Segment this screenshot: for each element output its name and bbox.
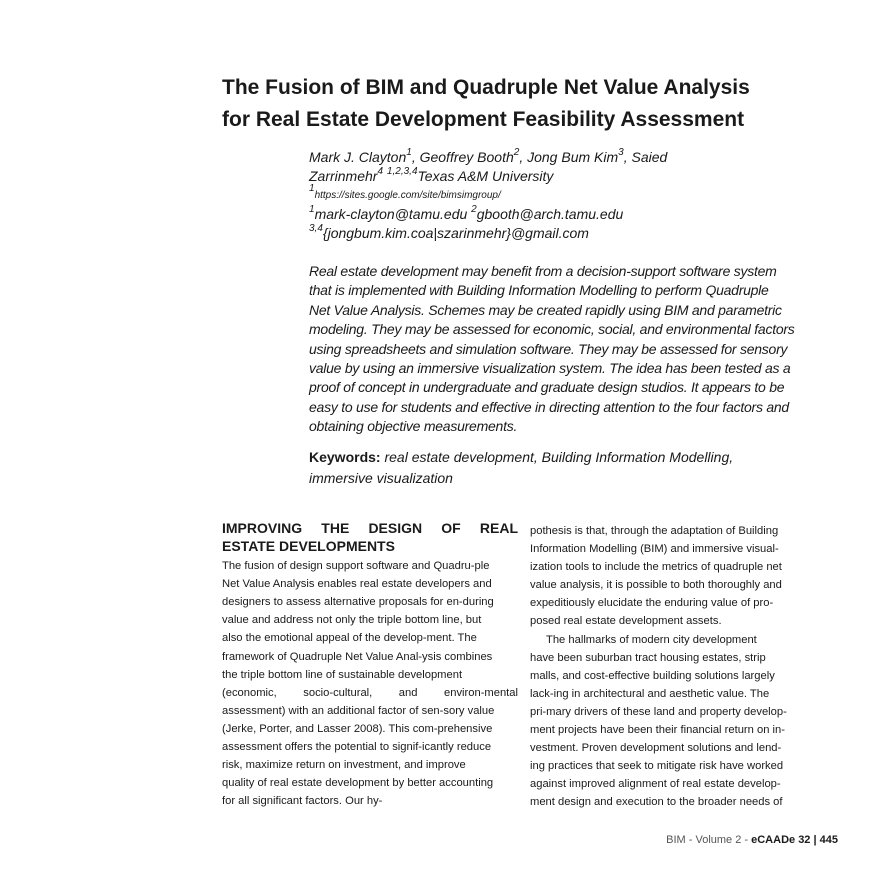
title-line-1: The Fusion of BIM and Quadruple Net Value Analysis (222, 76, 750, 99)
author-sup-1: 1 (406, 147, 412, 158)
body-line: pothesis is that, through the adaptation of Building (530, 525, 779, 537)
abstract-line: that is implemented with Building Information Modelling to perform Quadruple (309, 282, 769, 299)
abstract-line: using spreadsheets and simulation software. They may be assessed for sensory (309, 340, 788, 357)
section-heading-line-2: ESTATE DEVELOPMENTS (222, 538, 395, 555)
body-line: ment design and execution to the broader needs of (530, 796, 783, 809)
abstract-line: Net Value Analysis. Schemes may be created rapidly using BIM and parametric (309, 301, 782, 318)
author-line-2 (309, 167, 829, 186)
author-block (309, 148, 829, 243)
email1-sup: 1 (309, 204, 315, 215)
body-line: (Jerke, Porter, and Lasser 2008). This com-prehensive (222, 722, 493, 735)
body-line: against improved alignment of real estate develop- (530, 778, 781, 791)
body-line: vestment. Proven development solutions and lend- (530, 742, 782, 755)
affiliation-sup: 1,2,3,4 (386, 166, 418, 177)
body-line: assessment) with an additional factor of sen-sory value (222, 704, 495, 717)
body-line: ization tools to include the metrics of quadruple net (530, 561, 782, 574)
body-line: ment projects have been their financial return on in- (530, 724, 785, 737)
body-line: The hallmarks of modern city development (546, 633, 757, 646)
body-line: risk, maximize return on investment, and improve (222, 759, 466, 772)
keywords (309, 447, 829, 489)
email-line-2 (309, 224, 829, 243)
body-line: posed real estate development assets. (530, 615, 722, 628)
body-line: pri-mary drivers of these land and property develop- (530, 705, 787, 718)
body-line: The fusion of design support software and Quadru-ple (222, 560, 490, 573)
paper-title (222, 72, 862, 136)
abstract-line: obtaining objective measurements. (309, 418, 518, 435)
abstract (309, 262, 824, 437)
abstract-line: modeling. They may be assessed for economic, social, and environmental factors (309, 321, 795, 338)
author-name-3: , Jong Bum Kim (519, 149, 619, 165)
email-3[interactable]: {jongbum.kim.coa|szarinmehr}@gmail.com (322, 225, 589, 241)
body-line: expeditiously elucidate the enduring value of pro- (530, 597, 774, 610)
body-line: for all significant factors. Our hy- (222, 795, 383, 808)
author-name-2: , Geoffrey Booth (411, 149, 514, 165)
abstract-line: proof of concept in undergraduate and graduate design studios. It appears to be (309, 379, 785, 396)
author-name-1: Mark J. Clayton (309, 149, 407, 165)
author-sup-2: 2 (513, 147, 520, 158)
keywords-line-1 (309, 447, 829, 468)
url-line (309, 183, 829, 205)
abstract-line: Real estate development may benefit from a decision-support software system (309, 263, 777, 279)
author-sup-4: 4 (377, 166, 384, 177)
body-line: Information Modelling (BIM) and immersive visual- (530, 543, 779, 556)
left-column (222, 520, 518, 810)
body-line: framework of Quadruple Net Value Anal-ysis combines (222, 650, 493, 663)
body-line: (economic, socio-cultural, and environ-mental (222, 686, 518, 699)
body-line: quality of real estate development by better accounting (222, 777, 494, 790)
email-1[interactable]: mark-clayton@tamu.edu (314, 206, 468, 222)
keywords-label: Keywords: (309, 449, 381, 465)
email-line-1 (309, 205, 829, 224)
body-line: have been suburban tract housing estates, strip (530, 651, 766, 664)
body-line: value analysis, it is possible to both thoroughly and (530, 579, 782, 592)
group-url[interactable]: https://sites.google.com/site/bimsimgroup/ (314, 190, 501, 201)
email2-sup: 2 (471, 204, 477, 215)
keywords-text-1: real estate development, Building Information Modelling, (380, 449, 734, 465)
url-sup: 1 (309, 183, 315, 194)
page-number: 445 (819, 834, 838, 846)
keywords-text-2: immersive visualization (309, 470, 453, 486)
body-line: value and address not only the triple bottom line, but (222, 614, 482, 627)
email-2[interactable]: gbooth@arch.tamu.edu (476, 206, 624, 222)
body-line: Net Value Analysis enables real estate developers and (222, 578, 492, 591)
body-line: also the emotional appeal of the develop-ment. The (222, 632, 477, 645)
body-line: designers to assess alternative proposals for en-during (222, 596, 494, 609)
page-footer (666, 834, 838, 846)
body-line: the triple bottom line of sustainable development (222, 668, 463, 681)
author-name-4b: Zarrinmehr (309, 168, 378, 184)
section-heading-line-1: IMPROVING THE DESIGN OF REAL (222, 520, 518, 536)
body-line: ing practices that seek to mitigate risk have worked (530, 760, 784, 773)
right-column (530, 522, 826, 812)
body-line: lack-ing in architectural and aesthetic value. The (530, 687, 770, 700)
email3-sup: 3,4 (309, 223, 323, 234)
author-name-4: , Saied (623, 149, 668, 165)
title-line-2: for Real Estate Development Feasibility Assessment (222, 108, 745, 131)
section-heading (222, 520, 518, 555)
abstract-line: value by using an immersive visualization system. The idea has been tested as a (309, 360, 791, 377)
body-line: assessment offers the potential to signif-icantly reduce (222, 741, 492, 754)
footer-conference: eCAADe 32 (751, 834, 811, 846)
author-line-1 (309, 148, 829, 167)
author-sup-3: 3 (618, 147, 624, 158)
footer-prefix: BIM - Volume 2 - (666, 834, 752, 846)
body-line: malls, and cost-effective building solutions largely (530, 669, 775, 682)
abstract-line: easy to use for students and effective in directing attention to the four factors and (309, 398, 789, 415)
footer-separator: | (810, 834, 820, 846)
affiliation: Texas A&M University (417, 168, 554, 184)
